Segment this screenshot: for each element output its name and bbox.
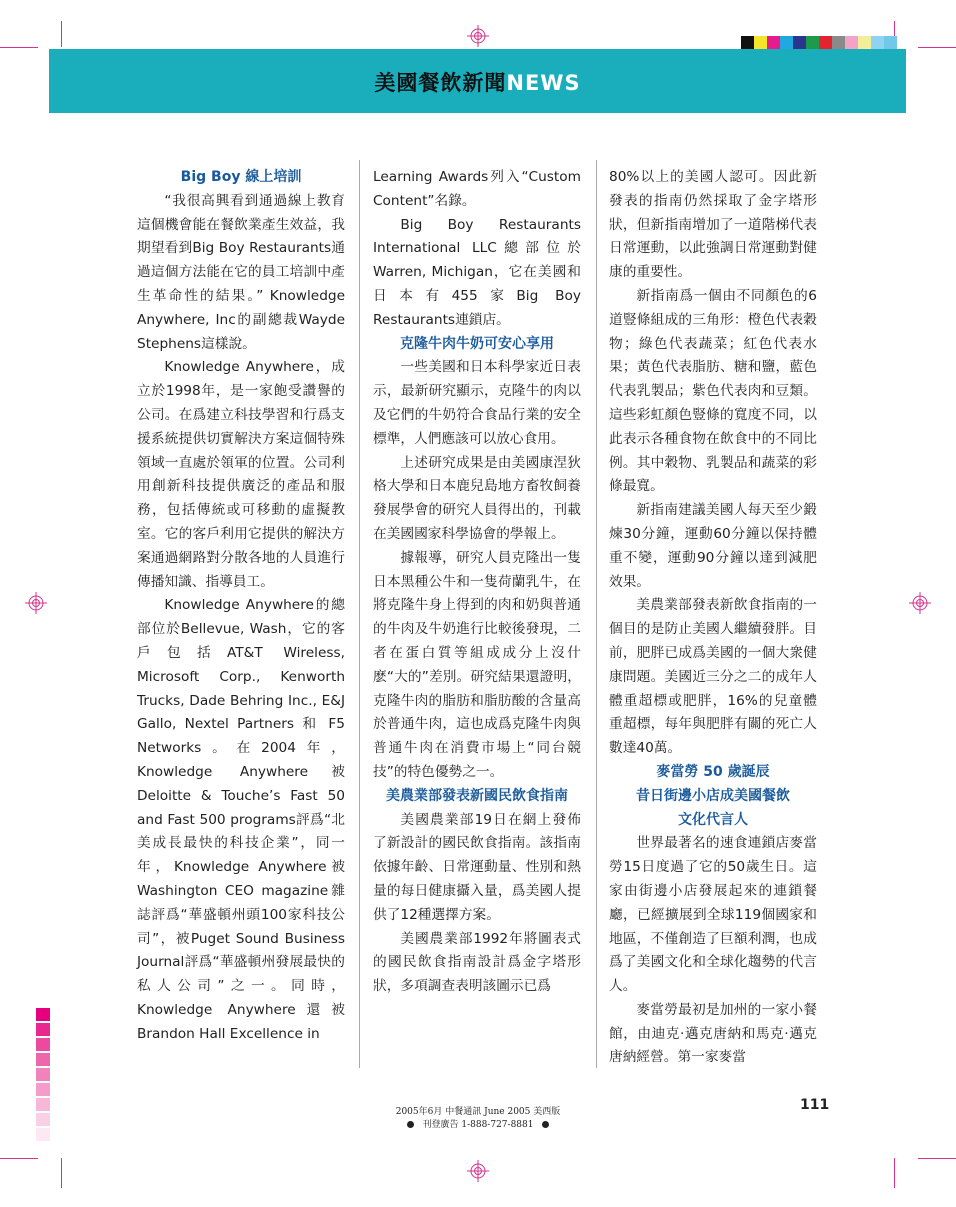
footer-ad-text: 刊登廣告 1-888-727-8881 — [422, 1120, 534, 1130]
paragraph: 新指南建議美國人每天至少鍛煉30分鐘，運動60分鐘以保持體重不變，運動90分鐘以達到減肥效果。 — [609, 502, 817, 590]
column-1 — [137, 166, 345, 1046]
crop-mark — [894, 1158, 895, 1188]
tint-step — [36, 1098, 50, 1111]
paragraph: 80%以上的美國人認可。因此新發表的指南仍然採取了金字塔形狀，但新指南增加了一道階梯代表日常運動，以此強調日常運動對健康的重要性。 — [609, 169, 817, 281]
color-swatch — [767, 36, 780, 49]
tint-step — [36, 1053, 50, 1066]
color-swatch — [884, 36, 897, 49]
paragraph: Knowledge Anywhere，成立於1998年，是一家飽受讚譽的公司。在爲建立科技學習和行爲支援系統提供切實解決方案這個特殊領域一直處於領軍的位置。公司利用創新科技提供廣泛的產品和服務，包括傳統或可移動的虛擬教室。它的客戶利用它提供的解決方案通過網路對分散各地的人員進行傳播知識、指導員工。 — [137, 359, 345, 590]
article-heading: 美農業部發表新國民飲食指南 — [386, 787, 568, 804]
page-title — [49, 67, 906, 97]
paragraph: Learning Awards列入“Custom Content”名錄。 — [373, 169, 581, 209]
article-heading: 文化代言人 — [678, 811, 748, 828]
tint-gradient-bar — [36, 1008, 50, 1143]
paragraph: 據報導，研究人員克隆出一隻日本黑種公牛和一隻荷蘭乳牛，在將克隆牛身上得到的肉和奶與普通的牛肉及牛奶進行比較後發現，二者在蛋白質等組成成分上沒什麽“大的”差別。研究結果還證明，克隆牛肉的脂肪和脂肪酸的含量高於普通牛肉，這也成爲克隆牛肉與普通牛肉在消費市場上“同台競技”的特色優勢之一。 — [373, 549, 581, 780]
paragraph: 世界最著名的速食連鎖店麥當勞15日度過了它的50歲生日。這家由街邊小店發展起來的連鎖餐廳，已經擴展到全球119個國家和地區，不僅創造了巨額利潤，也成爲了美國文化和全球化趨勢的代言人。 — [609, 835, 817, 995]
color-swatch — [845, 36, 858, 49]
paragraph: 麥當勞最初是加州的一家小餐館，由迪克·邁克唐納和馬克·邁克唐納經營。第一家麥當 — [609, 1001, 817, 1066]
column-divider — [596, 160, 597, 1068]
header-banner — [49, 49, 906, 113]
tint-step — [36, 1008, 50, 1021]
crop-mark — [918, 47, 956, 48]
column-2 — [373, 166, 581, 999]
crop-mark — [0, 1158, 38, 1159]
color-swatch — [858, 36, 871, 49]
color-swatch-bar — [741, 36, 897, 49]
tint-step — [36, 1023, 50, 1036]
registration-mark-icon — [467, 25, 489, 47]
tint-step — [36, 1128, 50, 1141]
paragraph: 一些美國和日本科學家近日表示，最新研究顯示，克隆牛的肉以及它們的牛奶符合食品行業的安全標準，人們應該可以放心食用。 — [373, 359, 581, 447]
article-heading: 昔日街邊小店成美國餐飲 — [636, 787, 790, 804]
registration-mark-icon — [467, 1160, 489, 1182]
page-number: 111 — [800, 1097, 830, 1113]
color-swatch — [793, 36, 806, 49]
footer-ad-line — [300, 1118, 656, 1132]
column-3 — [609, 166, 817, 1070]
footer-publication-line: 2005年6月 中餐通訊 June 2005 美西版 — [395, 1107, 561, 1117]
tint-step — [36, 1113, 50, 1126]
paragraph: Big Boy Restaurants International LLC總部位於Warren, Michigan，它在美國和日本有455家Big Boy Restaurants連鎖店。 — [373, 216, 581, 328]
color-swatch — [832, 36, 845, 49]
paragraph: 美國農業部19日在網上發佈了新設計的國民飲食指南。該指南依據年齡、日常運動量、性別和熱量的每日健康攝入量，爲美國人提供了12種選擇方案。 — [373, 811, 581, 923]
title-english: NEWS — [506, 71, 581, 95]
color-swatch — [871, 36, 884, 49]
color-swatch — [741, 36, 754, 49]
article-heading: Big Boy 線上培訓 — [180, 169, 302, 185]
article-heading: 麥當勞 50 歲誕辰 — [656, 763, 770, 780]
color-swatch — [806, 36, 819, 49]
color-swatch — [819, 36, 832, 49]
title-chinese: 美國餐飲新聞 — [374, 71, 507, 95]
paragraph: 美國農業部1992年將圖表式的國民飲食指南設計爲金字塔形狀，多項調查表明該圖示已爲 — [373, 930, 581, 995]
registration-mark-icon — [25, 592, 47, 614]
tint-step — [36, 1068, 50, 1081]
crop-mark — [61, 1158, 62, 1188]
crop-mark — [918, 1158, 956, 1159]
registration-mark-icon — [909, 592, 931, 614]
paragraph: 新指南爲一個由不同顏色的6道豎條組成的三角形：橙色代表穀物；綠色代表蔬菜；紅色代表水果；黃色代表脂肪、糖和鹽，藍色代表乳製品；紫色代表肉和豆類。這些彩虹顏色豎條的寬度不同，以此表示各種食物在飲食中的不同比例。其中穀物、乳製品和蔬菜的彩條最寬。 — [609, 287, 817, 495]
paragraph: 美農業部發表新飲食指南的一個目的是防止美國人繼續發胖。目前，肥胖已成爲美國的一個大衆健康問題。美國近三分之二的成年人體重超標或肥胖，16%的兒童體重超標，每年與肥胖有關的死亡人數達40萬。 — [609, 597, 817, 757]
article-heading: 克隆牛肉牛奶可安心享用 — [400, 335, 554, 352]
bullet-icon — [407, 1121, 414, 1128]
paragraph: “我很高興看到通過線上教育這個機會能在餐飲業產生效益，我期望看到Big Boy Restaurants通過這個方法能在它的員工培訓中產生革命性的結果。” Knowledge Anywhere, Inc的副總裁Wayde Stephens這樣說。 — [137, 192, 345, 352]
tint-step — [36, 1083, 50, 1096]
color-swatch — [754, 36, 767, 49]
color-swatch — [780, 36, 793, 49]
paragraph: 上述研究成果是由美國康涅狄格大學和日本鹿兒島地方畜牧飼養發展學會的研究人員得出的，刊載在美國國家科學協會的學報上。 — [373, 454, 581, 542]
column-divider — [359, 160, 360, 1068]
bullet-icon — [542, 1121, 549, 1128]
tint-step — [36, 1038, 50, 1051]
crop-mark — [0, 47, 38, 48]
paragraph: Knowledge Anywhere的總部位於Bellevue, Wash，它的客戶包括AT&T Wireless, Microsoft Corp., Kenworth Trucks, Dade Behring Inc., E&J Gallo, Nextel Partners 和 F5 Networks。在2004年，Knowledge Anywhere被Deloitte & Touche’s Fast 50 and Fast 500 programs評爲“北美成長最快的科技企業”，同一年，Knowledge Anywhere被Washington CEO magazine雜誌評爲“華盛頓州頭100家科技公司”，被Puget Sound Business Journal評爲“華盛頓州發展最快的私人公司”之一。同時，Knowledge Anywhere還被Brandon Hall Excellence in — [137, 597, 345, 1042]
crop-mark — [61, 21, 62, 47]
